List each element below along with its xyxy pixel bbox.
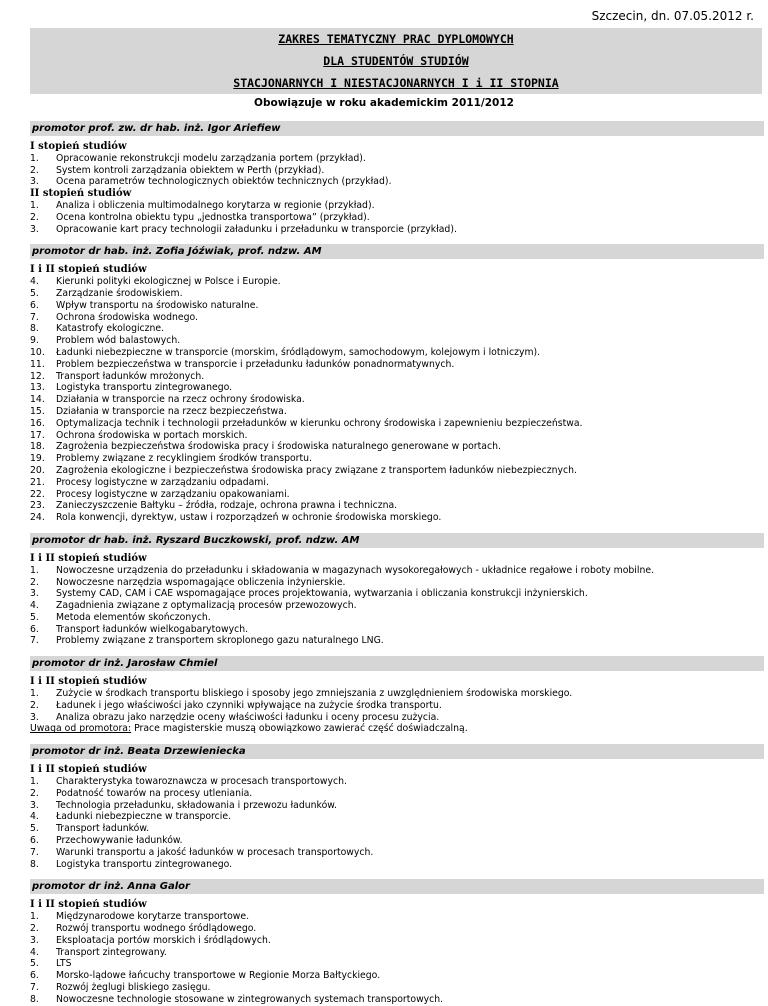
topic-number: 10.	[30, 346, 45, 358]
topic-number: 14.	[30, 394, 45, 406]
topic-number: 8.	[30, 993, 39, 1005]
topic-item	[30, 823, 764, 835]
topic-number: 2.	[30, 787, 39, 799]
topic-item	[30, 776, 764, 788]
topic-text: Transport ładunków mrożonych.	[56, 370, 205, 382]
topic-number: 6.	[30, 970, 39, 982]
topic-number: 1.	[30, 152, 39, 164]
topic-number: 16.	[30, 417, 45, 429]
topic-item	[30, 347, 764, 359]
study-level-heading: I i II stopień studiów	[30, 676, 147, 688]
promotor-heading: promotor dr inż. Jarosław Chmiel	[30, 656, 764, 671]
topic-text: Międzynarodowe korytarze transportowe.	[56, 911, 250, 923]
topic-item	[30, 153, 764, 165]
study-level-heading: I stopień studiów	[30, 141, 127, 152]
topic-item	[30, 588, 764, 600]
topic-item	[30, 947, 764, 959]
topic-text: Ładunki niebezpieczne w transporcie.	[56, 811, 232, 823]
topic-text: Charakterystyka towaroznawcza w procesach transportowych.	[56, 776, 347, 788]
topic-number: 1.	[30, 688, 39, 700]
topic-text: Transport zintegrowany.	[56, 946, 167, 958]
topic-number: 8.	[30, 858, 39, 870]
topic-number: 8.	[30, 323, 39, 335]
topic-number: 1.	[30, 564, 39, 576]
study-level-heading: I i II stopień studiów	[30, 899, 147, 911]
topic-number: 4.	[30, 811, 39, 823]
topic-text: Zarządzanie środowiskiem.	[56, 287, 183, 299]
header-line-1-text: ZAKRES TEMATYCZNY PRAC DYPLOMOWYCH	[278, 32, 514, 46]
topic-number: 19.	[30, 453, 45, 465]
topic-text: Wpływ transportu na środowisko naturalne.	[56, 299, 259, 311]
topic-number: 2.	[30, 576, 39, 588]
topic-number: 4.	[30, 600, 39, 612]
topic-item	[30, 394, 764, 406]
topic-text: Zagrożenia bezpieczeństwa środowiska pracy i środowiska naturalnego generowane w portach.	[56, 441, 501, 453]
topic-number: 7.	[30, 982, 39, 994]
topic-number: 5.	[30, 823, 39, 835]
topic-item	[30, 835, 764, 847]
topic-item	[30, 512, 764, 524]
topic-item	[30, 312, 764, 324]
topic-item	[30, 371, 764, 383]
topic-item	[30, 982, 764, 994]
topic-text: Ochrona środowiska wodnego.	[56, 311, 198, 323]
topic-number: 21.	[30, 476, 45, 488]
topic-text: Ładunek i jego właściwości jako czynniki wpływające na zużycie środka transportu.	[56, 699, 442, 711]
topic-text: Ochrona środowiska w portach morskich.	[56, 429, 248, 441]
topic-number: 4.	[30, 276, 39, 288]
topic-number: 15.	[30, 405, 45, 417]
topic-text: Rozwój transportu wodnego śródlądowego.	[56, 923, 257, 935]
topic-item	[30, 847, 764, 859]
topic-text: Eksploatacja portów morskich i śródlądowych.	[56, 934, 271, 946]
topic-number: 1.	[30, 776, 39, 788]
document-date: Szczecin, dn. 07.05.2012 r.	[591, 9, 754, 23]
topic-number: 13.	[30, 382, 45, 394]
topic-item	[30, 224, 764, 236]
topic-text: Morsko-lądowe łańcuchy transportowe w Regionie Morza Bałtyckiego.	[56, 970, 381, 982]
header-line-1	[30, 28, 762, 50]
topic-number: 5.	[30, 287, 39, 299]
promotor-heading: promotor dr inż. Anna Galor	[30, 879, 764, 894]
topic-number: 6.	[30, 835, 39, 847]
topic-number: 1.	[30, 199, 39, 211]
topic-text: Warunki transportu a jakość ładunków w procesach transportowych.	[56, 846, 374, 858]
topic-item	[30, 635, 764, 647]
promotor-section	[30, 744, 764, 870]
header-line-2	[30, 50, 762, 72]
topic-text: Problem bezpieczeństwa w transporcie i przeładunku ładunków ponadnormatywnych.	[56, 358, 455, 370]
topic-number: 18.	[30, 441, 45, 453]
topic-item	[30, 165, 764, 177]
topic-number: 1.	[30, 911, 39, 923]
topic-item	[30, 923, 764, 935]
study-level-heading: I i II stopień studiów	[30, 552, 147, 564]
study-level-heading: II stopień studiów	[30, 188, 132, 200]
topic-number: 24.	[30, 512, 45, 524]
topic-item	[30, 382, 764, 394]
topic-number: 17.	[30, 429, 45, 441]
topic-item	[30, 335, 764, 347]
topic-item	[30, 288, 764, 300]
topic-text: Optymalizacja technik i technologii przeładunków w kierunku ochrony środowiska i zapewnieniu bezpieczeństwa.	[56, 417, 583, 429]
topic-item	[30, 970, 764, 982]
promotor-section	[30, 121, 764, 235]
promotor-sections	[30, 118, 764, 1006]
topic-text: Logistyka transportu zintegrowanego.	[56, 858, 233, 870]
topic-number: 7.	[30, 311, 39, 323]
topic-item	[30, 788, 764, 800]
topic-item	[30, 577, 764, 589]
topic-text: System kontroli zarządzania obiektem w Perth (przykład).	[56, 164, 325, 176]
topic-item	[30, 994, 764, 1006]
topic-text: Problemy związane z recyklingiem środków transportu.	[56, 453, 312, 465]
topic-item	[30, 441, 764, 453]
topic-item	[30, 453, 764, 465]
topic-number: 3.	[30, 711, 39, 723]
topic-number: 2.	[30, 211, 39, 223]
promotor-section	[30, 656, 764, 735]
topic-text: Rola konwencji, dyrektyw, ustaw i rozporządzeń w ochronie środowiska morskiego.	[56, 512, 442, 524]
topic-text: Analiza obrazu jako narzędzie oceny właściwości ładunku i oceny procesu zużycia.	[56, 711, 440, 723]
topic-number: 12.	[30, 370, 45, 382]
topic-text: Nowoczesne technologie stosowane w zintegrowanych systemach transportowych.	[56, 993, 444, 1005]
topic-text: Transport ładunków.	[56, 823, 150, 835]
topic-text: Zanieczyszczenie Bałtyku – źródła, rodzaje, ochrona prawna i techniczna.	[56, 500, 398, 512]
topic-number: 4.	[30, 946, 39, 958]
topic-number: 3.	[30, 223, 39, 235]
topic-number: 7.	[30, 635, 39, 647]
topic-number: 7.	[30, 846, 39, 858]
study-level-heading: I i II stopień studiów	[30, 264, 147, 276]
topic-item	[30, 276, 764, 288]
topic-item	[30, 200, 764, 212]
topic-text: Nowoczesne narzędzia wspomagające obliczenia inżynierskie.	[56, 576, 346, 588]
topic-text: Ocena parametrów technologicznych obiektów technicznych (przykład).	[56, 176, 392, 188]
topic-text: Działania w transporcie na rzecz bezpieczeństwa.	[56, 405, 287, 417]
topic-item	[30, 323, 764, 335]
topic-text: LTS	[56, 958, 72, 970]
promotor-section	[30, 879, 764, 1005]
topic-number: 2.	[30, 164, 39, 176]
topic-item	[30, 477, 764, 489]
topic-item	[30, 406, 764, 418]
topic-number: 9.	[30, 335, 39, 347]
topic-text: Problemy związane z transportem skroplonego gazu naturalnego LNG.	[56, 635, 384, 647]
topic-number: 3.	[30, 934, 39, 946]
header-line-3-text: STACJONARNYCH I NIESTACJONARNYCH I i II STOPNIA	[233, 76, 559, 90]
promotor-heading: promotor dr hab. inż. Zofia Jóźwiak, prof. ndzw. AM	[30, 244, 764, 259]
topic-item	[30, 430, 764, 442]
topic-item	[30, 300, 764, 312]
topic-item	[30, 418, 764, 430]
topic-item	[30, 800, 764, 812]
topic-item	[30, 212, 764, 224]
topic-item	[30, 565, 764, 577]
topic-text: Ładunki niebezpieczne w transporcie (morskim, śródlądowym, samochodowym, kolejowym i lotniczym).	[56, 346, 541, 358]
topic-number: 5.	[30, 958, 39, 970]
topic-number: 20.	[30, 464, 45, 476]
topic-text: Procesy logistyczne w zarządzaniu opakowaniami.	[56, 488, 290, 500]
promotor-note-label: Uwaga od promotora:	[30, 723, 132, 735]
topic-number: 23.	[30, 500, 45, 512]
promotor-heading: promotor prof. zw. dr hab. inż. Igor Ariefiew	[30, 121, 764, 136]
study-level-heading: I i II stopień studiów	[30, 764, 147, 776]
topic-text: Problem wód balastowych.	[56, 335, 181, 347]
header-line-3	[30, 72, 762, 94]
topic-text: Zagrożenia ekologiczne i bezpieczeństwa środowiska pracy związane z transportem ładunków niebezpiecznych.	[56, 464, 577, 476]
topic-text: Logistyka transportu zintegrowanego.	[56, 382, 233, 394]
topic-number: 6.	[30, 623, 39, 635]
promotor-note	[30, 723, 764, 735]
topic-text: Zagadnienia związane z optymalizacją procesów przewozowych.	[56, 600, 357, 612]
validity-note: Obowiązuje w roku akademickim 2011/2012	[254, 97, 514, 109]
topic-text: Opracowanie kart pracy technologii załadunku i przeładunku w transporcie (przykład).	[56, 223, 457, 235]
topic-item	[30, 958, 764, 970]
topic-item	[30, 600, 764, 612]
topic-number: 2.	[30, 699, 39, 711]
topic-item	[30, 624, 764, 636]
topic-text: Technologia przeładunku, składowania i przewozu ładunków.	[56, 799, 337, 811]
topic-item	[30, 500, 764, 512]
topic-text: Przechowywanie ładunków.	[56, 835, 183, 847]
topic-item	[30, 712, 764, 724]
topic-text: Podatność towarów na procesy utleniania.	[56, 787, 253, 799]
header-line-2-text: DLA STUDENTÓW STUDIÓW	[323, 54, 469, 68]
topic-text: Opracowanie rekonstrukcji modelu zarządzania portem (przykład).	[56, 152, 366, 164]
promotor-heading: promotor dr inż. Beata Drzewieniecka	[30, 744, 764, 759]
topic-text: Transport ładunków wielkogabarytowych.	[56, 623, 249, 635]
topic-text: Katastrofy ekologiczne.	[56, 323, 165, 335]
promotor-section	[30, 533, 764, 647]
promotor-note-text: Prace magisterskie muszą obowiązkowo zawierać część doświadczalną.	[131, 723, 468, 735]
topic-item	[30, 811, 764, 823]
topic-number: 5.	[30, 611, 39, 623]
topic-item	[30, 176, 764, 188]
topic-text: Nowoczesne urządzenia do przeładunku i składowania w magazynach wysokoregałowych - układnice regałowe i roboty mobilne.	[56, 564, 655, 576]
topic-item	[30, 612, 764, 624]
topic-item	[30, 700, 764, 712]
topic-text: Zużycie w środkach transportu bliskiego i sposoby jego zmniejszania z uwzględnieniem środowiska morskiego.	[56, 688, 573, 700]
topic-item	[30, 359, 764, 371]
topic-number: 2.	[30, 923, 39, 935]
topic-item	[30, 688, 764, 700]
topic-number: 6.	[30, 299, 39, 311]
topic-item	[30, 465, 764, 477]
topic-text: Działania w transporcie na rzecz ochrony środowiska.	[56, 394, 305, 406]
topic-text: Rozwój żeglugi bliskiego zasięgu.	[56, 982, 211, 994]
topic-number: 22.	[30, 488, 45, 500]
topic-text: Procesy logistyczne w zarządzaniu odpadami.	[56, 476, 269, 488]
topic-number: 3.	[30, 588, 39, 600]
topic-number: 11.	[30, 358, 45, 370]
topic-text: Analiza i obliczenia multimodalnego korytarza w regionie (przykład).	[56, 199, 375, 211]
topic-item	[30, 489, 764, 501]
promotor-heading: promotor dr hab. inż. Ryszard Buczkowski, prof. ndzw. AM	[30, 533, 764, 548]
topic-text: Ocena kontrolna obiektu typu „jednostka transportowa” (przykład).	[56, 211, 370, 223]
topic-text: Kierunki polityki ekologicznej w Polsce i Europie.	[56, 276, 281, 288]
topic-item	[30, 859, 764, 871]
topic-number: 3.	[30, 176, 39, 188]
topic-text: Metoda elementów skończonych.	[56, 611, 211, 623]
topic-text: Systemy CAD, CAM i CAE wspomagające proces projektowania, wytwarzania i obliczania konstrukcji inżynierskich.	[56, 588, 588, 600]
topic-item	[30, 935, 764, 947]
promotor-section	[30, 244, 764, 524]
topic-number: 3.	[30, 799, 39, 811]
document-header	[30, 28, 762, 94]
topic-item	[30, 911, 764, 923]
